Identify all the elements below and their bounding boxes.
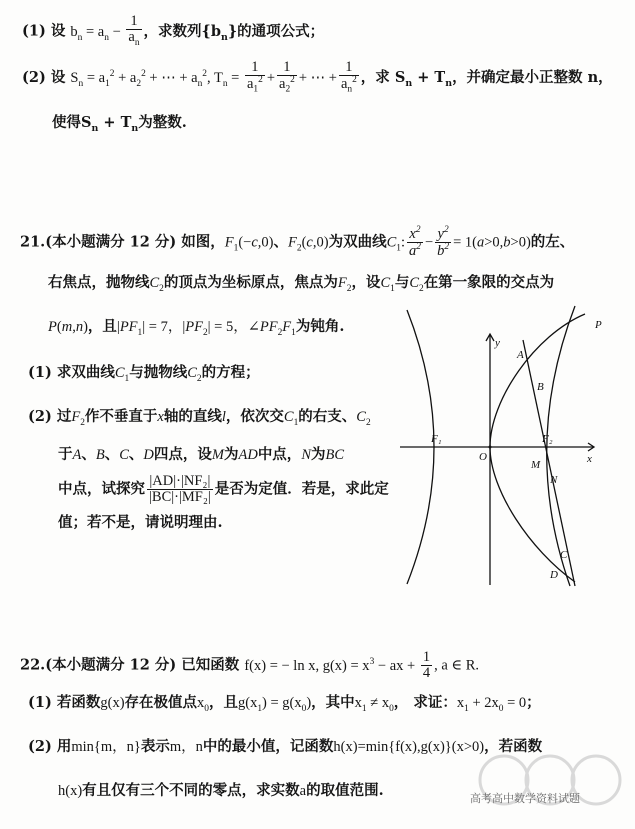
q21-part1: (1) 求双曲线$C_1$与抛物线$C_2$的方程； xyxy=(28,364,260,384)
label-M: M xyxy=(531,459,541,471)
q21-header: 21.(本小题满分 12 分) 如图，$F_1(-c,0)$、$F_2(c,0)$为双曲线$C_1$: $\frac{x^2}{a^2}$ − $\frac{y^2}{b^2}$ = 1(a>0,b>0)的左、 xyxy=(20,225,575,259)
q22-header: 22.(本小题满分 12 分) 已知函数 f(x) = − ln x, $g(x) = x^3$ − ax + $\frac{1}{4}$ , a ∈ R. xyxy=(20,649,480,682)
label-B: B xyxy=(537,381,544,393)
label-A: A xyxy=(517,349,524,361)
label-y: y xyxy=(495,337,500,349)
label-F2: F₂ xyxy=(542,433,553,445)
q21-line3: P(m,n)，且$|PF_1| = 7$，$|PF_2| = 5$，$\angle PF_2F_1$为钝角. xyxy=(48,318,345,338)
label-D: D xyxy=(550,569,558,581)
label-O: O xyxy=(479,451,487,463)
parabola xyxy=(490,314,585,582)
watermark-text: 高考高中数学资料试题 xyxy=(470,792,580,805)
q22-part1: (1) 若函数g(x)存在极值点$x_0$，且$g(x_1) = g(x_0)$，其中$x_1 \ne x_0$， 求证：$x_1 + 2x_0 = 0$； xyxy=(28,694,541,714)
q20-part1: (1) 设 $b_n = a_n$ − $\frac{1}{a_n}$ ，求数列$\{b_n\}$的通项公式； xyxy=(22,13,325,49)
label-C: C xyxy=(560,549,568,561)
q21-part2-l1: (2) 过$F_2$作不垂直于x轴的直线l，依次交$C_1$的右支、$C_2$ xyxy=(28,408,371,428)
label-N: N xyxy=(550,474,558,486)
label-F1: F₁ xyxy=(431,433,442,445)
q20-part2: (2) 设 $S_n = a_1^2 + a_2^2$ + ⋯ + $a_n^2$, $T_n$ = $\frac{1}{a_1^2}$ + $\frac{1}{a_2^2}$ + ⋯ + $\frac{1}{a_n^2}$ ，求 $S_n + T_n$，并确定最小正整数 n， xyxy=(22,59,613,95)
q21-line2: 右焦点，抛物线$C_2$的顶点为坐标原点，焦点为$F_2$，设$C_1$与$C_2$在第一象限的交点为 xyxy=(48,274,555,294)
q21-part2-l4: 值；若不是，请说明理由. xyxy=(58,514,223,531)
q22-part2-l1: (2) 用min{m，n}表示m，n中的最小值，记函数h(x)=min{f(x),g(x)}(x>0)，若函数 xyxy=(28,738,543,755)
hyperbola-parabola-figure xyxy=(395,300,605,590)
q20-part1-label: (1) 设 xyxy=(22,22,66,40)
q22-part2-l2: h(x)有且仅有三个不同的零点，求实数a的取值范围. xyxy=(58,782,384,799)
label-P: P xyxy=(595,319,602,331)
ratio-fraction: $\frac{\text{|AD|·|NF₂|}}{\text{|BC|·|MF₂|}}$ xyxy=(149,473,211,506)
q20-part2-line2: 使得$S_n + T_n$为整数. xyxy=(52,114,187,134)
watermark-logo xyxy=(470,735,630,825)
q20-part2-label: (2) 设 xyxy=(22,68,66,86)
label-x: x xyxy=(587,453,592,465)
hyperbola-right-branch xyxy=(547,306,575,586)
q21-part2-l2: 于A、B、C、D四点，设M为AD中点，N为BC xyxy=(58,446,345,463)
q21-part2-l3: 中点，试探究 $\frac{\text{|AD|·|NF₂|}}{\text{|BC|·|MF₂|}}$ 是否为定值．若是，求此定 xyxy=(58,473,389,506)
